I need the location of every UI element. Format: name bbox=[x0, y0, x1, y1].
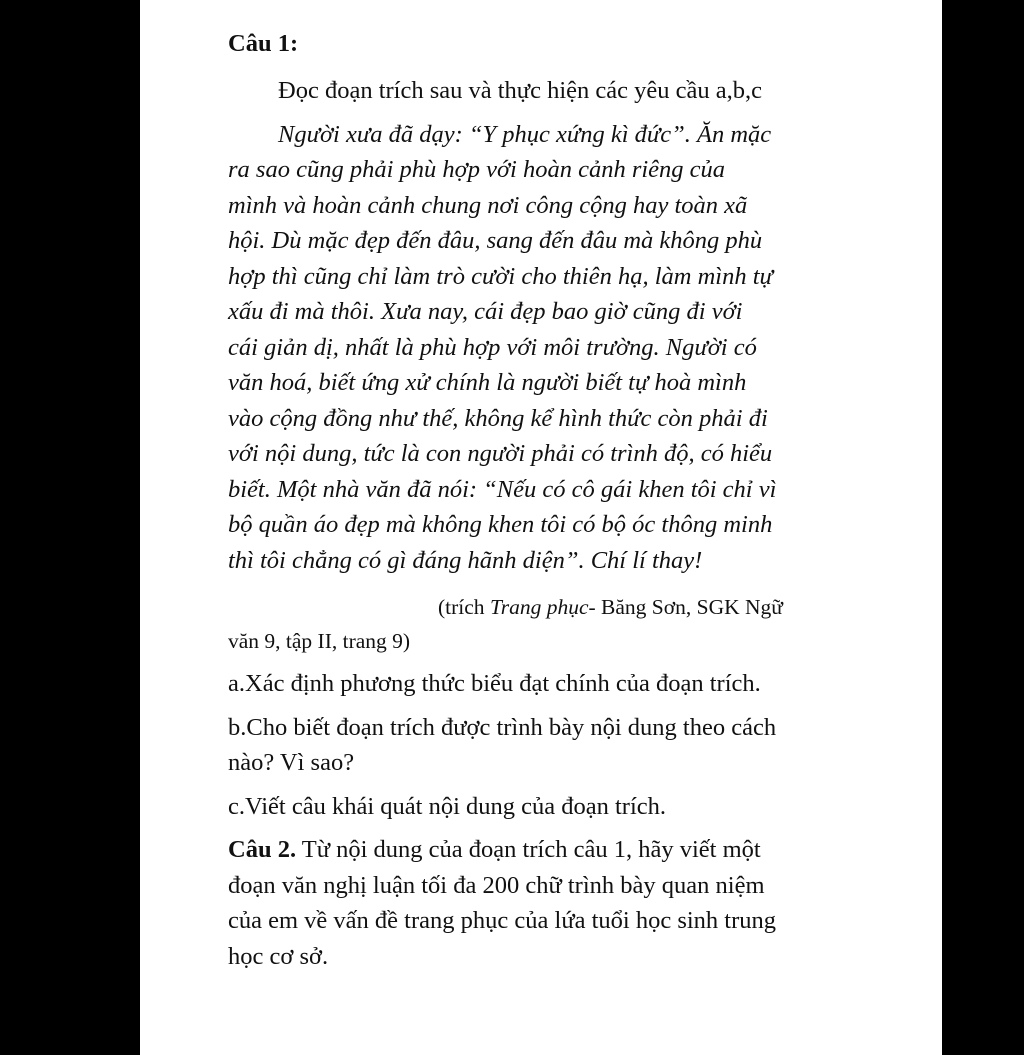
part-c-text: c.Viết câu khái quát nội dung của đoạn trích. bbox=[228, 792, 667, 820]
question-2-first-line bbox=[228, 832, 942, 868]
question-1-part-b bbox=[228, 710, 942, 781]
excerpt-line: cái giản dị, nhất là phù hợp với môi trường. Người có bbox=[228, 333, 757, 361]
part-a-text: a.Xác định phương thức biểu đạt chính của đoạn trích. bbox=[228, 670, 761, 697]
question-1-part-c bbox=[228, 789, 942, 825]
excerpt-line: Người xưa đã dạy: “Y phục xứng kì đức”. Ăn mặc bbox=[278, 120, 772, 148]
question-1-part-a bbox=[228, 666, 942, 702]
excerpt-line: văn hoá, biết ứng xử chính là người biết tự hoà mình bbox=[228, 369, 747, 396]
excerpt-line: với nội dung, tức là con người phải có trình độ, có hiểu bbox=[228, 440, 773, 467]
citation-prefix: (trích bbox=[438, 595, 490, 619]
excerpt-line: hội. Dù mặc đẹp đến đâu, sang đến đâu mà không phù bbox=[228, 227, 763, 254]
excerpt-line: bộ quần áo đẹp mà không khen tôi có bộ óc thông minh bbox=[228, 511, 773, 538]
question-2-line: học cơ sở. bbox=[228, 942, 329, 970]
question-2-line: đoạn văn nghị luận tối đa 200 chữ trình bày quan niệm bbox=[228, 871, 765, 899]
part-b-line: nào? Vì sao? bbox=[228, 749, 355, 776]
part-b-line: b.Cho biết đoạn trích được trình bày nội dung theo cách bbox=[228, 713, 777, 741]
question-2 bbox=[228, 832, 942, 974]
excerpt-line: hợp thì cũng chỉ làm trò cười cho thiên hạ, làm mình tự bbox=[228, 262, 773, 290]
excerpt-line: ra sao cũng phải phù hợp với hoàn cảnh riêng của bbox=[228, 156, 726, 183]
excerpt-line: biết. Một nhà văn đã nói: “Nếu có cô gái khen tôi chỉ vì bbox=[228, 475, 777, 503]
excerpt-source-citation bbox=[228, 590, 942, 658]
question-1-heading: Câu 1: bbox=[228, 30, 299, 57]
excerpt-line: xấu đi mà thôi. Xưa nay, cái đẹp bao giờ cũng đi với bbox=[228, 298, 743, 325]
citation-suffix: - Băng Sơn, SGK Ngữ bbox=[588, 595, 783, 619]
excerpt-passage bbox=[228, 117, 868, 579]
citation-line-2: văn 9, tập II, trang 9) bbox=[228, 629, 411, 653]
excerpt-line: mình và hoàn cảnh chung nơi công cộng hay toàn xã bbox=[228, 191, 748, 219]
question-2-label: Câu 2. bbox=[228, 836, 297, 863]
excerpt-line: vào cộng đồng như thế, không kể hình thức còn phải đi bbox=[228, 404, 768, 432]
question-2-line: của em về vấn đề trang phục của lứa tuổi học sinh trung bbox=[228, 907, 777, 934]
question-1-instruction: Đọc đoạn trích sau và thực hiện các yêu cầu a,b,c bbox=[278, 77, 763, 104]
document-page bbox=[140, 0, 942, 1055]
excerpt-line: thì tôi chẳng có gì đáng hãnh diện”. Chí lí thay! bbox=[228, 546, 703, 574]
citation-title: Trang phục bbox=[489, 595, 589, 619]
question-2-first-line-text: Từ nội dung của đoạn trích câu 1, hãy viết một bbox=[296, 836, 761, 863]
citation-line-1 bbox=[228, 590, 942, 624]
